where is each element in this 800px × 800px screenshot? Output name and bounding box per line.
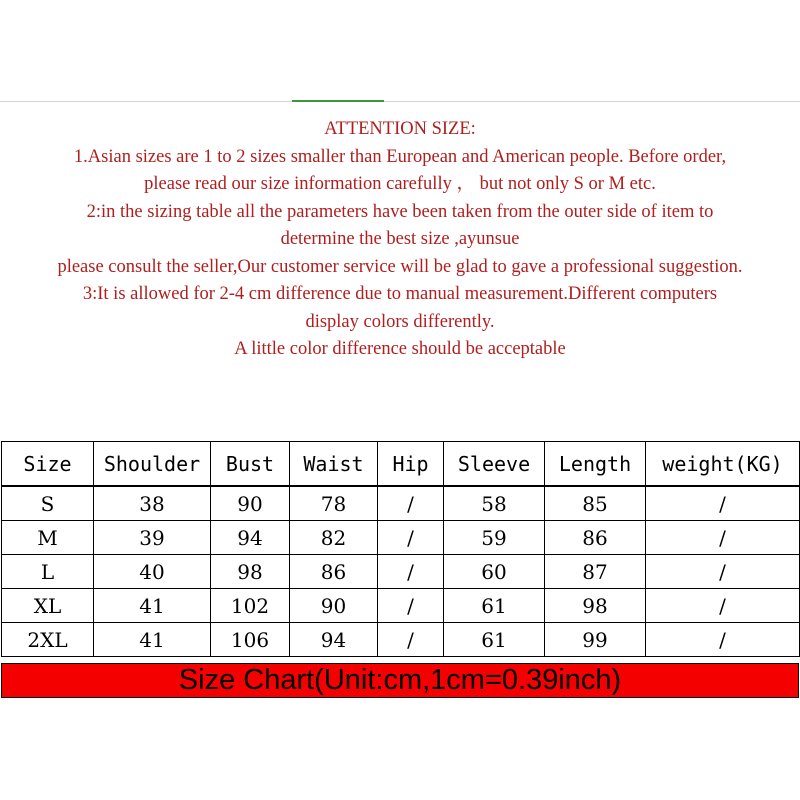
header-shoulder: Shoulder xyxy=(94,442,211,487)
cell-sleeve: 60 xyxy=(444,555,545,589)
cell-weight: / xyxy=(646,623,800,657)
cell-sleeve: 61 xyxy=(444,589,545,623)
cell-weight: / xyxy=(646,589,800,623)
header-length: Length xyxy=(545,442,646,487)
cell-size: XL xyxy=(2,589,94,623)
header-bust: Bust xyxy=(211,442,290,487)
table-row xyxy=(2,521,800,555)
cell-size: S xyxy=(2,486,94,521)
cell-shoulder: 40 xyxy=(94,555,211,589)
cell-length: 86 xyxy=(545,521,646,555)
cell-bust: 106 xyxy=(211,623,290,657)
cell-size: L xyxy=(2,555,94,589)
notice-line: please read our size information carefully ， but not only S or M etc. xyxy=(144,174,656,194)
notice-line: 3:It is allowed for 2-4 cm difference due to manual measurement.Different computers xyxy=(82,284,718,304)
cell-shoulder: 38 xyxy=(94,486,211,521)
cell-length: 87 xyxy=(545,555,646,589)
cell-waist: 90 xyxy=(290,589,378,623)
cell-length: 98 xyxy=(545,589,646,623)
notice-line: determine the best size ,ayunsue xyxy=(280,229,520,249)
cell-bust: 98 xyxy=(211,555,290,589)
cell-weight: / xyxy=(646,521,800,555)
cell-hip: / xyxy=(378,521,444,555)
cell-bust: 90 xyxy=(211,486,290,521)
header-hip: Hip xyxy=(378,442,444,487)
cell-bust: 102 xyxy=(211,589,290,623)
header-sleeve: Sleeve xyxy=(444,442,545,487)
attention-notice xyxy=(0,116,800,364)
notice-line: please consult the seller,Our customer service will be glad to gave a professional suggestion. xyxy=(57,256,743,277)
size-chart-banner: Size Chart(Unit:cm,1cm=0.39inch) xyxy=(1,663,799,698)
cell-hip: / xyxy=(378,623,444,657)
cell-length: 85 xyxy=(545,486,646,521)
cell-length: 99 xyxy=(545,623,646,657)
table-row xyxy=(2,589,800,623)
header-waist: Waist xyxy=(290,442,378,487)
header-weight: weight(KG) xyxy=(646,442,800,487)
cell-shoulder: 41 xyxy=(94,623,211,657)
cell-bust: 94 xyxy=(211,521,290,555)
cell-shoulder: 41 xyxy=(94,589,211,623)
notice-line: 1.Asian sizes are 1 to 2 sizes smaller than European and American people. Before order, xyxy=(73,146,727,167)
table-row xyxy=(2,486,800,521)
notice-line: A little color difference should be acceptable xyxy=(234,339,566,359)
notice-line: display colors differently. xyxy=(305,311,495,332)
table-row xyxy=(2,555,800,589)
table-row xyxy=(2,623,800,657)
cell-size: 2XL xyxy=(2,623,94,657)
cell-sleeve: 59 xyxy=(444,521,545,555)
notice-line: 2:in the sizing table all the parameters have been taken from the outer side of item to xyxy=(86,201,714,222)
sheet-grid-line xyxy=(0,101,800,102)
size-table xyxy=(1,441,800,657)
cell-waist: 82 xyxy=(290,521,378,555)
cell-weight: / xyxy=(646,555,800,589)
cell-waist: 78 xyxy=(290,486,378,521)
cell-waist: 94 xyxy=(290,623,378,657)
cell-sleeve: 58 xyxy=(444,486,545,521)
cell-weight: / xyxy=(646,486,800,521)
notice-title: ATTENTION SIZE: xyxy=(324,119,476,139)
cell-hip: / xyxy=(378,486,444,521)
sheet-selection-marker xyxy=(292,100,384,102)
table-header-row xyxy=(2,442,800,487)
cell-sleeve: 61 xyxy=(444,623,545,657)
cell-waist: 86 xyxy=(290,555,378,589)
cell-hip: / xyxy=(378,589,444,623)
cell-shoulder: 39 xyxy=(94,521,211,555)
cell-size: M xyxy=(2,521,94,555)
header-size: Size xyxy=(2,442,94,487)
cell-hip: / xyxy=(378,555,444,589)
